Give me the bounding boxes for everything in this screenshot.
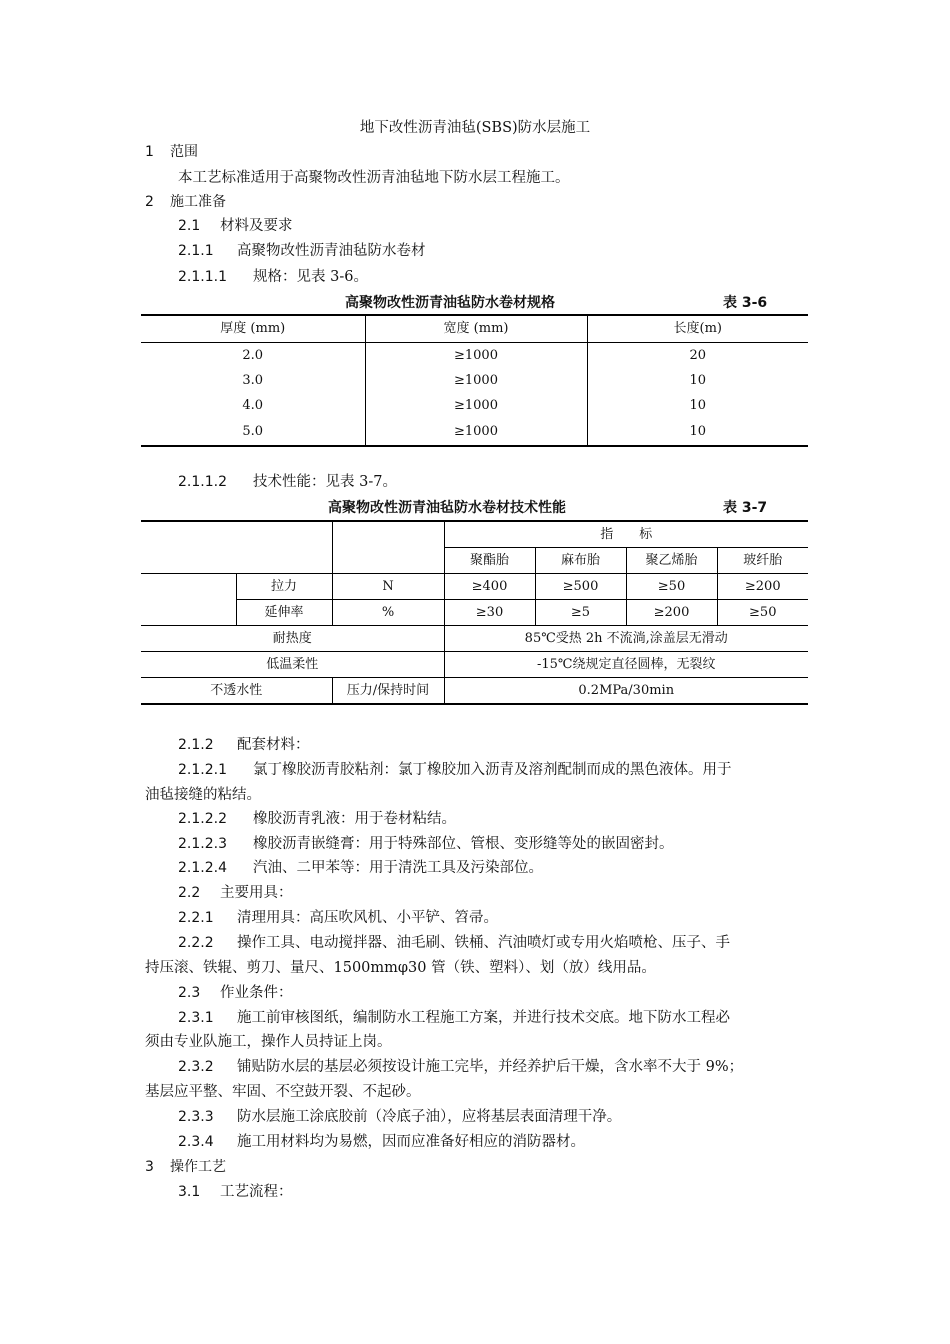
section-2-3-3-text: 防水层施工涂底胶前（冷底子油），应将基层表面清理干净。	[237, 1109, 622, 1125]
section-2-3-2-line2: 基层应平整、牢固、不空鼓开裂、不起砂。	[145, 1084, 421, 1100]
header-jute: 麻布胎	[535, 548, 626, 574]
cell-value: 85℃受热 2h 不流淌,涂盖层无滑动	[444, 626, 808, 652]
section-2-1-2-4-number: 2.1.2.4	[178, 860, 227, 876]
header-polyester: 聚酯胎	[444, 548, 535, 574]
section-2-1-2-4-text: 汽油、二甲苯等：用于清洗工具及污染部位。	[253, 860, 543, 876]
section-2-2-title: 主要用具：	[220, 885, 293, 901]
section-2-1-2-number: 2.1.2	[178, 737, 214, 753]
table-header-row	[141, 315, 808, 343]
section-2-2-number: 2.2	[178, 885, 201, 901]
document-title: 地下改性沥青油毡(SBS)防水层施工	[359, 120, 591, 136]
section-2-3-1-line1: 施工前审核图纸，编制防水工程施工方案，并进行技术交底。地下防水工程必	[237, 1010, 730, 1026]
header-polyethylene: 聚乙烯胎	[626, 548, 717, 574]
table-row-cold	[141, 652, 808, 678]
cell-value: -15℃绕规定直径圆棒，无裂纹	[444, 652, 808, 678]
cell-label: 耐热度	[141, 626, 444, 652]
cell-value: 0.2MPa/30min	[444, 678, 808, 705]
cell-label: 拉力	[236, 574, 332, 600]
section-1-body: 本工艺标准适用于高聚物改性沥青油毡地下防水层工程施工。	[178, 170, 570, 186]
section-2-1-1-number: 2.1.1	[178, 243, 214, 259]
section-2-2-1-number: 2.2.1	[178, 910, 214, 926]
cell-thickness: 5.0	[242, 424, 264, 439]
cell-value: ≥200	[717, 574, 808, 600]
section-2-1-2-2-text: 橡胶沥青乳液：用于卷材粘结。	[253, 811, 456, 827]
header-glass-fiber: 玻纤胎	[717, 548, 808, 574]
section-2-1-number: 2.1	[178, 218, 201, 234]
section-3-number: 3	[145, 1159, 154, 1175]
table-row	[141, 418, 808, 446]
table-3-6-caption: 高聚物改性沥青油毡防水卷材规格	[345, 295, 555, 311]
table-row-elongation	[141, 600, 808, 626]
cell-value: ≥200	[626, 600, 717, 626]
table-row	[141, 343, 808, 369]
section-2-3-4-text: 施工用材料均为易燃，因而应准备好相应的消防器材。	[237, 1134, 585, 1150]
table-row-water	[141, 678, 808, 705]
table-3-6-number: 表 3-6	[723, 295, 768, 311]
cell-value: ≥5	[535, 600, 626, 626]
cell-label: 低温柔性	[141, 652, 444, 678]
table-row	[141, 368, 808, 393]
table-row	[141, 393, 808, 418]
cell-unit: N	[332, 574, 444, 600]
header-thickness: 厚度 (mm)	[141, 315, 365, 343]
section-2-3-4-number: 2.3.4	[178, 1134, 214, 1150]
cell-thickness: 3.0	[242, 373, 264, 388]
section-2-3-2-line1: 铺贴防水层的基层必须按设计施工完毕，并经养护后干燥，含水率不大于 9%；	[237, 1059, 744, 1075]
cell-blank	[141, 574, 236, 626]
section-2-2-2-line2: 持压滚、铁辊、剪刀、量尺、1500mmφ30 管（铁、塑料）、划（放）线用品。	[145, 960, 656, 976]
cell-thickness: 2.0	[242, 348, 264, 363]
table-3-7-caption: 高聚物改性沥青油毡防水卷材技术性能	[328, 500, 566, 516]
section-3-1-number: 3.1	[178, 1184, 201, 1200]
cell-length: 10	[587, 418, 808, 446]
section-2-3-1-number: 2.3.1	[178, 1010, 214, 1026]
section-3-title: 操作工艺	[170, 1159, 226, 1175]
section-2-1-title: 材料及要求	[220, 218, 293, 234]
header-index: 指 标	[444, 521, 808, 548]
cell-width: ≥1000	[365, 418, 587, 446]
section-2-1-1-2-title: 技术性能：见表 3-7。	[253, 474, 397, 490]
table-header-row	[141, 521, 808, 548]
cell-value: ≥500	[535, 574, 626, 600]
section-2-number: 2	[145, 194, 154, 210]
section-2-1-1-1-number: 2.1.1.1	[178, 269, 227, 285]
table-row-heat	[141, 626, 808, 652]
table-3-7-number: 表 3-7	[723, 500, 768, 516]
cell-width: ≥1000	[365, 393, 587, 418]
cell-length: 10	[587, 393, 808, 418]
section-2-3-3-number: 2.3.3	[178, 1109, 214, 1125]
cell-unit: %	[332, 600, 444, 626]
cell-thickness: 4.0	[242, 398, 264, 413]
table-3-6	[141, 314, 808, 447]
section-2-3-2-number: 2.3.2	[178, 1059, 214, 1075]
cell-width: ≥1000	[365, 368, 587, 393]
section-2-3-title: 作业条件：	[220, 985, 293, 1001]
section-3-1-title: 工艺流程：	[220, 1184, 293, 1200]
section-2-2-2-number: 2.2.2	[178, 935, 214, 951]
header-blank	[141, 521, 332, 574]
section-2-1-2-1-line1: 氯丁橡胶沥青胶粘剂：氯丁橡胶加入沥青及溶剂配制而成的黑色液体。用于	[253, 762, 732, 778]
cell-width: ≥1000	[365, 343, 587, 369]
cell-length: 20	[587, 343, 808, 369]
section-2-1-2-1-line2: 油毡接缝的粘结。	[145, 787, 261, 803]
section-2-1-2-1-number: 2.1.2.1	[178, 762, 227, 778]
section-2-3-number: 2.3	[178, 985, 201, 1001]
section-2-3-1-line2: 须由专业队施工，操作人员持证上岗。	[145, 1034, 392, 1050]
cell-length: 10	[587, 368, 808, 393]
section-2-1-2-title: 配套材料：	[237, 737, 310, 753]
header-width: 宽度 (mm)	[365, 315, 587, 343]
section-2-1-2-2-number: 2.1.2.2	[178, 811, 227, 827]
cell-value: ≥50	[626, 574, 717, 600]
cell-value: ≥30	[444, 600, 535, 626]
header-unit-blank	[332, 521, 444, 574]
cell-value: ≥50	[717, 600, 808, 626]
cell-value: ≥400	[444, 574, 535, 600]
table-row-tension	[141, 574, 808, 600]
cell-label: 延伸率	[236, 600, 332, 626]
section-2-2-2-line1: 操作工具、电动搅拌器、油毛刷、铁桶、汽油喷灯或专用火焰喷枪、压子、手	[237, 935, 730, 951]
cell-label: 不透水性	[141, 678, 332, 705]
section-2-1-1-2-number: 2.1.1.2	[178, 474, 227, 490]
header-length: 长度(m)	[587, 315, 808, 343]
section-2-1-2-3-number: 2.1.2.3	[178, 836, 227, 852]
section-2-1-1-1-title: 规格：见表 3-6。	[253, 269, 368, 285]
section-2-1-1-title: 高聚物改性沥青油毡防水卷材	[237, 243, 426, 259]
section-1-title: 范围	[170, 144, 198, 160]
section-2-2-1-text: 清理用具：高压吹风机、小平铲、笤帚。	[237, 910, 498, 926]
cell-unit: 压力/保持时间	[332, 678, 444, 705]
section-1-number: 1	[145, 144, 154, 160]
table-3-7	[141, 520, 808, 705]
section-2-title: 施工准备	[170, 194, 226, 210]
section-2-1-2-3-text: 橡胶沥青嵌缝膏：用于特殊部位、管根、变形缝等处的嵌固密封。	[253, 836, 674, 852]
